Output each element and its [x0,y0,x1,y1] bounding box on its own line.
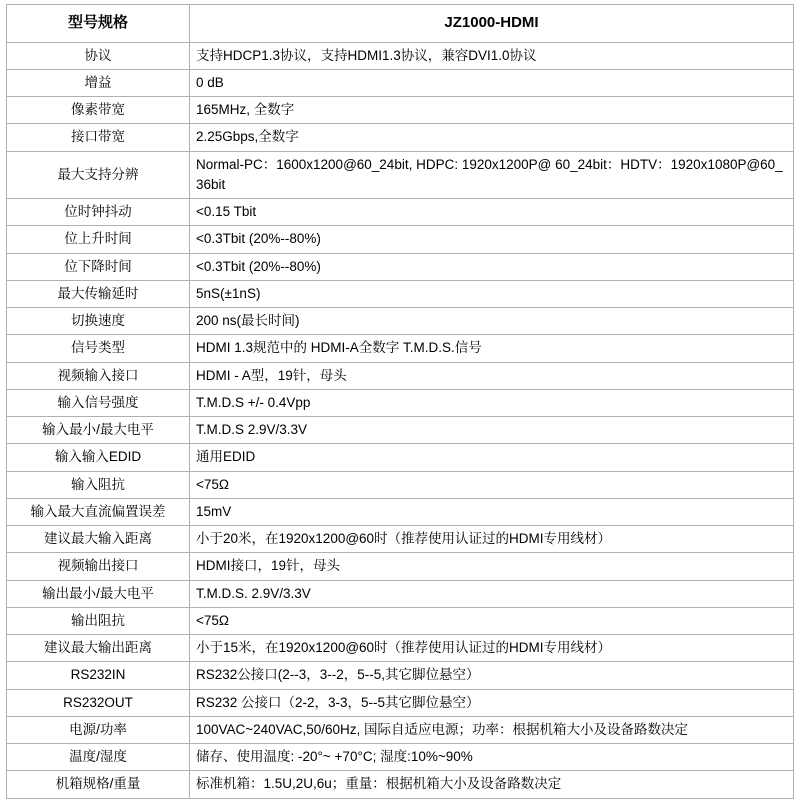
table-row [7,744,794,771]
row-label: 位上升时间 [7,226,190,253]
row-value: HDMI接口，19针，母头 [190,553,794,580]
row-label: 位下降时间 [7,253,190,280]
row-label: 输入阻抗 [7,471,190,498]
row-label: 增益 [7,69,190,96]
row-value: 支持HDCP1.3协议，支持HDMI1.3协议，兼容DVI1.0协议 [190,42,794,69]
row-value: 15mV [190,498,794,525]
row-value: HDMI 1.3规范中的 HDMI-A全数字 T.M.D.S.信号 [190,335,794,362]
table-row [7,308,794,335]
row-value: T.M.D.S. 2.9V/3.3V [190,580,794,607]
row-value: T.M.D.S +/- 0.4Vpp [190,389,794,416]
row-label: 输入信号强度 [7,389,190,416]
specification-table [6,4,794,799]
row-label: 最大支持分辨 [7,151,190,199]
table-row [7,526,794,553]
row-value: RS232 公接口（2-2，3-3，5--5其它脚位悬空） [190,689,794,716]
row-label: 输入输入EDID [7,444,190,471]
row-value: 0 dB [190,69,794,96]
table-row [7,42,794,69]
table-row [7,389,794,416]
row-value: <75Ω [190,471,794,498]
row-label: 机箱规格/重量 [7,771,190,798]
row-label: 电源/功率 [7,716,190,743]
row-value: Normal-PC：1600x1200@60_24bit, HDPC: 1920x1200P@ 60_24bit：HDTV：1920x1080P@60_36bit [190,151,794,199]
specification-table-body [7,5,794,799]
table-row [7,662,794,689]
table-row [7,417,794,444]
row-value: 165MHz, 全数字 [190,97,794,124]
row-label: 输出最小/最大电平 [7,580,190,607]
row-label: 切换速度 [7,308,190,335]
table-row [7,716,794,743]
row-label: 视频输入接口 [7,362,190,389]
table-row [7,199,794,226]
table-row [7,471,794,498]
row-label: 协议 [7,42,190,69]
row-label: 输入最小/最大电平 [7,417,190,444]
row-label: 最大传输延时 [7,280,190,307]
table-row [7,124,794,151]
row-label: 输出阻抗 [7,607,190,634]
row-label: RS232OUT [7,689,190,716]
row-label: 像素带宽 [7,97,190,124]
row-value: HDMI - A型，19针，母头 [190,362,794,389]
table-row [7,69,794,96]
table-row [7,253,794,280]
row-value: 小于20米，在1920x1200@60时（推荐使用认证过的HDMI专用线材） [190,526,794,553]
table-row [7,771,794,798]
table-row [7,498,794,525]
table-row [7,635,794,662]
row-value: <75Ω [190,607,794,634]
table-row [7,580,794,607]
row-label: RS232IN [7,662,190,689]
row-value: RS232公接口(2--3，3--2，5--5,其它脚位悬空） [190,662,794,689]
table-row [7,362,794,389]
row-value: 标准机箱：1.5U,2U,6u；重量：根据机箱大小及设备路数决定 [190,771,794,798]
row-value: <0.3Tbit (20%--80%) [190,226,794,253]
row-value: 储存、使用温度: -20°~ +70°C; 湿度:10%~90% [190,744,794,771]
row-label: 位时钟抖动 [7,199,190,226]
table-row [7,97,794,124]
row-label: 输入最大直流偏置误差 [7,498,190,525]
row-label: 建议最大输入距离 [7,526,190,553]
row-value: <0.15 Tbit [190,199,794,226]
row-label: 信号类型 [7,335,190,362]
header-model-value: JZ1000-HDMI [190,5,794,43]
table-row [7,444,794,471]
row-label: 温度/湿度 [7,744,190,771]
row-value: 通用EDID [190,444,794,471]
row-label: 接口带宽 [7,124,190,151]
table-row [7,151,794,199]
row-value: 200 ns(最长时间) [190,308,794,335]
row-label: 建议最大输出距离 [7,635,190,662]
row-value: 100VAC~240VAC,50/60Hz, 国际自适应电源；功率：根据机箱大小及设备路数决定 [190,716,794,743]
header-model-label: 型号规格 [7,5,190,43]
table-row [7,553,794,580]
row-value: 2.25Gbps,全数字 [190,124,794,151]
table-row [7,607,794,634]
row-label: 视频输出接口 [7,553,190,580]
row-value: 5nS(±1nS) [190,280,794,307]
row-value: 小于15米，在1920x1200@60时（推荐使用认证过的HDMI专用线材） [190,635,794,662]
row-value: T.M.D.S 2.9V/3.3V [190,417,794,444]
table-row [7,280,794,307]
table-row [7,689,794,716]
table-row [7,335,794,362]
table-row [7,226,794,253]
table-header-row [7,5,794,43]
row-value: <0.3Tbit (20%--80%) [190,253,794,280]
